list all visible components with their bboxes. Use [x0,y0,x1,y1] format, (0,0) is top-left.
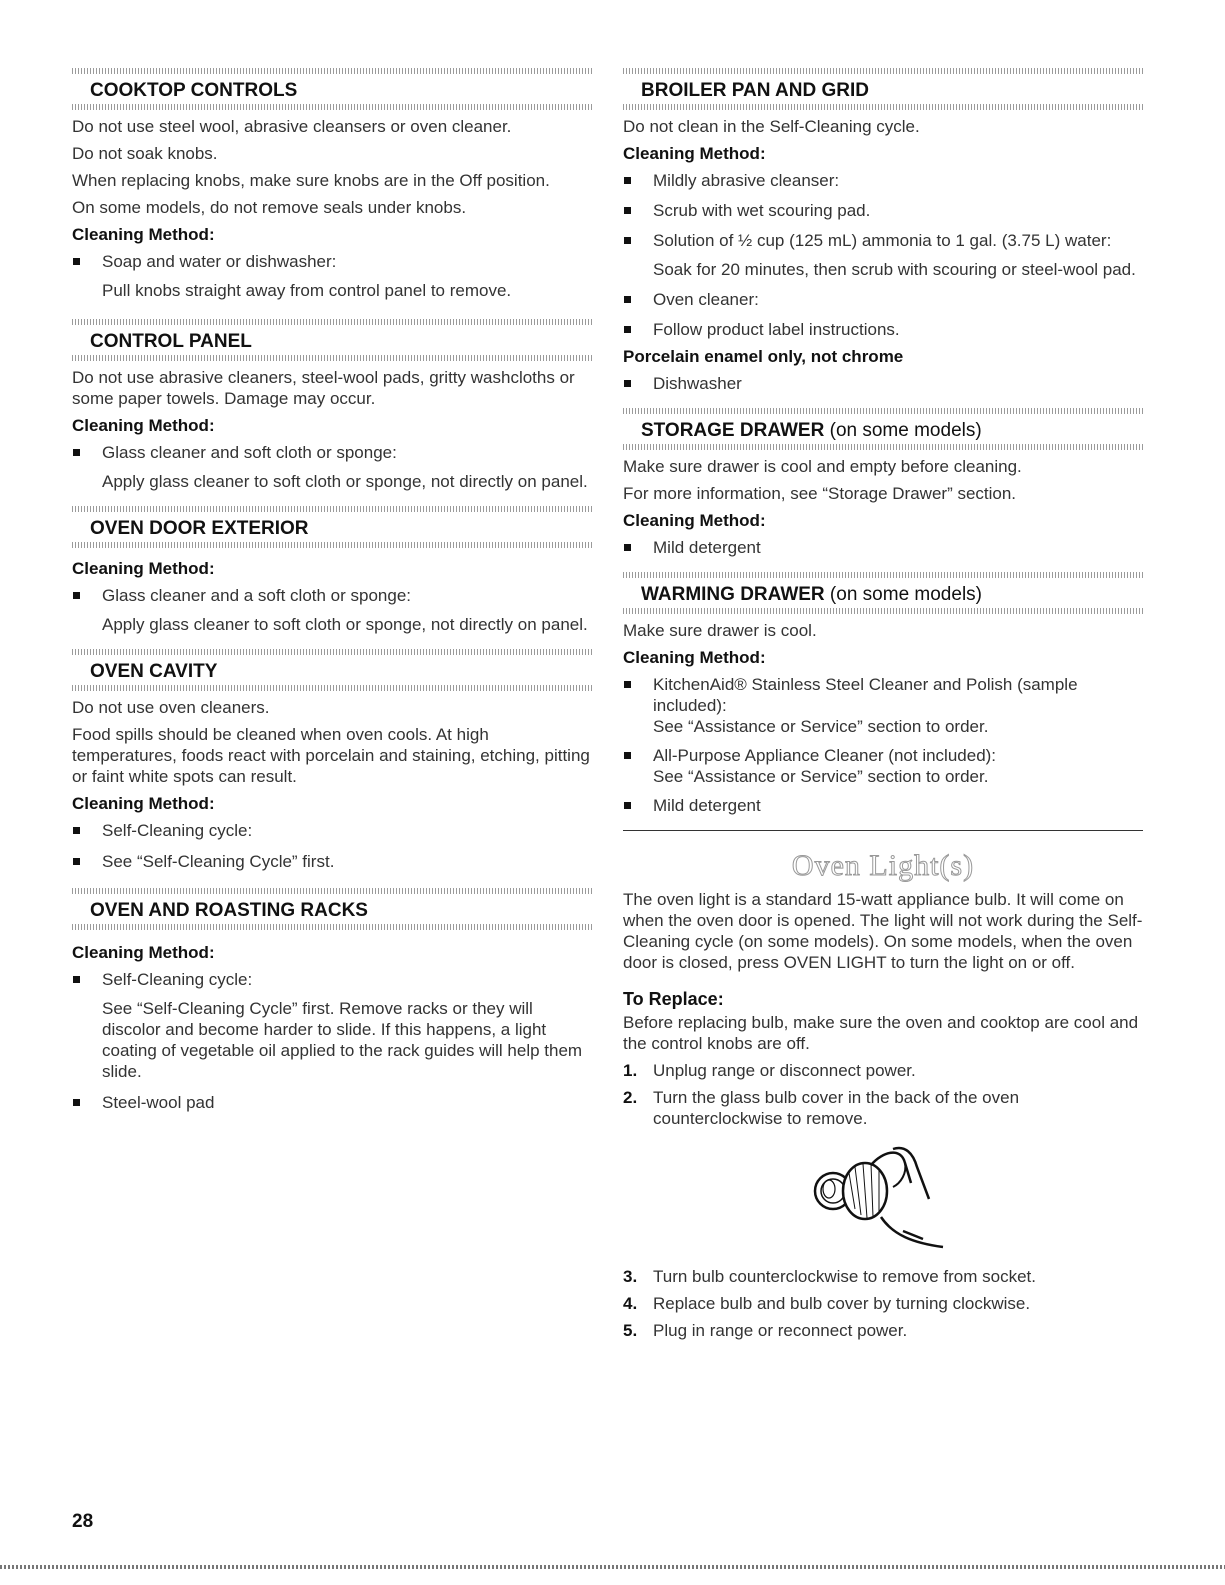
step-text: Turn the glass bulb cover in the back of the oven counterclockwise to remove. [653,1088,1020,1128]
bullet-item: Oven cleaner: [623,289,1143,310]
step-text: Turn bulb counterclockwise to remove from socket. [653,1267,1036,1286]
step-item [623,1266,1143,1287]
section-title: OVEN CAVITY [90,661,218,682]
cleaning-method-label: Cleaning Method: [72,943,215,962]
section-title-main: WARMING DRAWER [641,584,825,605]
step-text: Replace bulb and bulb cover by turning clockwise. [653,1294,1031,1313]
broiler-pan-heading [623,68,1143,110]
body-text: Do not clean in the Self-Cleaning cycle. [623,117,920,136]
cleaning-method-label: Cleaning Method: [623,648,766,667]
bullet-item: Mildly abrasive cleanser: [623,170,1143,191]
cleaning-method-label: Cleaning Method: [72,225,215,244]
step-text: Unplug range or disconnect power. [653,1061,916,1080]
body-text: Do not soak knobs. [72,144,218,163]
step-number: 5. [623,1321,638,1340]
step-number: 3. [623,1267,638,1286]
bottom-rule [0,1565,1225,1569]
body-text: Before replacing bulb, make sure the oven and cooktop are cool and the control knobs are off. [623,1013,1139,1053]
bullet-item: See “Self-Cleaning Cycle” first. [72,851,592,872]
bullet-detail: Pull knobs straight away from control panel to remove. [102,281,512,300]
bullet-item: Follow product label instructions. [623,319,1143,340]
bullet-item: Glass cleaner and soft cloth or sponge: [72,442,592,463]
cleaning-method-label: Cleaning Method: [623,144,766,163]
step-number: 2. [623,1088,638,1107]
section-title [641,420,982,442]
step-item [623,1060,1143,1081]
bulb-cover-illustration [623,1143,1143,1258]
bullet-detail: Apply glass cleaner to soft cloth or sponge, not directly on panel. [102,472,588,491]
bullet-item: Self-Cleaning cycle: [72,969,592,990]
body-text: Make sure drawer is cool. [623,621,817,640]
step-text: Plug in range or reconnect power. [653,1321,908,1340]
section-title-sub: (on some models) [824,584,982,605]
left-column [72,68,592,1113]
step-number: 1. [623,1061,638,1080]
body-text: Food spills should be cleaned when oven cools. At high temperatures, foods react with porcelain and staining, etching, pitting or faint white spots can result. [72,725,590,786]
oven-cavity-heading [72,649,592,691]
bullet-item: Soap and water or dishwasher: [72,251,592,272]
cooktop-controls-heading [72,68,592,110]
step-item [623,1087,1143,1129]
step-item [623,1320,1143,1341]
bullet-item: KitchenAid® Stainless Steel Cleaner and Polish (sample included): [623,674,1143,716]
step-item [623,1293,1143,1314]
section-rule [623,830,1143,831]
cleaning-method-label: Cleaning Method: [72,416,215,435]
section-title: CONTROL PANEL [90,331,252,352]
page-number: 28 [72,1511,94,1532]
warming-drawer-heading [623,572,1143,614]
right-column [623,68,1143,1341]
section-title: OVEN DOOR EXTERIOR [90,518,309,539]
bullet-item: Mild detergent [623,795,1143,816]
bullet-detail: See “Assistance or Service” section to order. [653,717,989,736]
porcelain-label: Porcelain enamel only, not chrome [623,347,904,366]
bullet-item: Solution of ½ cup (125 mL) ammonia to 1 gal. (3.75 L) water: [623,230,1143,251]
body-text: When replacing knobs, make sure knobs are in the Off position. [72,171,550,190]
section-title: BROILER PAN AND GRID [641,80,869,101]
hand-turning-bulb-icon [793,1143,973,1253]
body-text: On some models, do not remove seals under knobs. [72,198,467,217]
oven-light-title: Oven Light(s) [791,849,975,882]
cleaning-method-label: Cleaning Method: [623,511,766,530]
cleaning-method-label: Cleaning Method: [72,559,215,578]
bullet-item: All-Purpose Appliance Cleaner (not included): [623,745,1143,766]
body-text: Make sure drawer is cool and empty before cleaning. [623,457,1022,476]
step-number: 4. [623,1294,638,1313]
body-text: Do not use abrasive cleaners, steel-wool pads, gritty washcloths or some paper towels. Damage may occur. [72,368,575,408]
section-title [641,584,982,606]
body-text: The oven light is a standard 15-watt appliance bulb. It will come on when the oven door is opened. The light will not work during the Self-Cleaning cycle (on some models). On some models, when the oven door is closed, press OVEN LIGHT to turn the light on or off. [623,890,1143,972]
cleaning-method-label: Cleaning Method: [72,794,215,813]
oven-racks-heading [72,888,592,930]
bullet-detail: See “Self-Cleaning Cycle” first. Remove racks or they will discolor and become harder to slide. If this happens, a light coating of vegetable oil applied to the rack guides will help them slide. [102,999,583,1081]
section-title: OVEN AND ROASTING RACKS [90,900,368,921]
bullet-item: Glass cleaner and a soft cloth or sponge: [72,585,592,606]
bullet-detail: See “Assistance or Service” section to order. [653,767,989,786]
body-text: Do not use oven cleaners. [72,698,270,717]
bullet-detail: Apply glass cleaner to soft cloth or sponge, not directly on panel. [102,615,588,634]
section-title-main: STORAGE DRAWER [641,420,825,441]
storage-drawer-heading [623,408,1143,450]
body-text: For more information, see “Storage Drawer” section. [623,484,1017,503]
section-title: COOKTOP CONTROLS [90,80,298,101]
bullet-detail: Soak for 20 minutes, then scrub with scouring or steel-wool pad. [653,260,1136,279]
bullet-item: Dishwasher [623,373,1143,394]
section-title-sub: (on some models) [824,420,982,441]
body-text: Do not use steel wool, abrasive cleansers or oven cleaner. [72,117,512,136]
to-replace-heading: To Replace: [623,989,724,1009]
control-panel-heading [72,319,592,361]
bullet-item: Steel-wool pad [72,1092,592,1113]
oven-door-exterior-heading [72,506,592,548]
bullet-item: Scrub with wet scouring pad. [623,200,1143,221]
bullet-item: Mild detergent [623,537,1143,558]
bullet-item: Self-Cleaning cycle: [72,820,592,841]
